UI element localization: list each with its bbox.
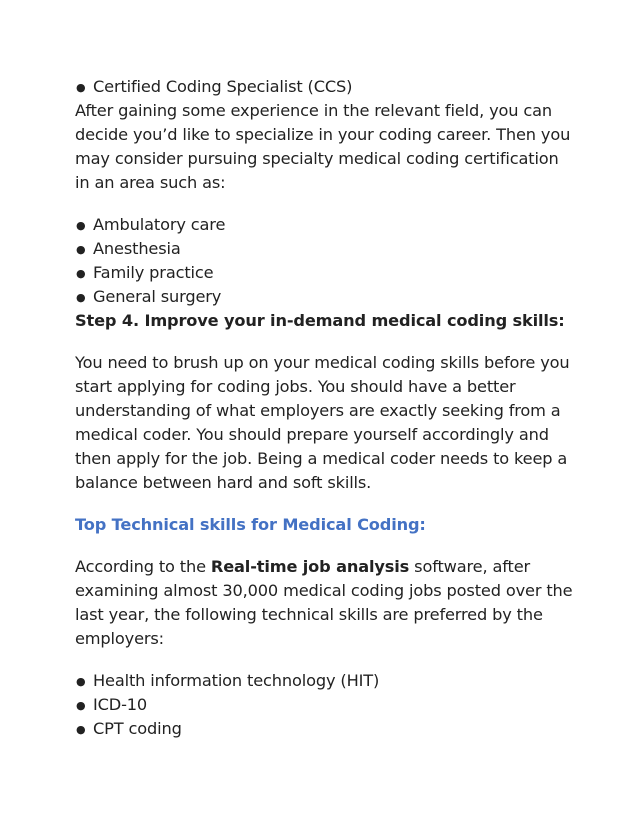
spacer <box>75 333 575 351</box>
list-item <box>75 285 575 309</box>
bullet-icon: ● <box>76 723 86 736</box>
bullet-icon: ● <box>76 81 86 94</box>
list-item <box>75 213 575 237</box>
list-item <box>75 237 575 261</box>
bullet-icon: ● <box>76 267 86 280</box>
paragraph-text-start: According to the <box>75 557 211 576</box>
bullet-icon: ● <box>76 291 86 304</box>
list-item <box>75 669 575 693</box>
list-item-text: Health information technology (HIT) <box>93 671 380 690</box>
list-item-text: Family practice <box>93 263 214 282</box>
list-item <box>75 261 575 285</box>
technical-skills-paragraph <box>75 555 575 651</box>
list-item <box>75 717 575 741</box>
technical-skills-heading: Top Technical skills for Medical Coding: <box>75 515 426 534</box>
list-item-text: Anesthesia <box>93 239 181 258</box>
list-item <box>75 75 575 99</box>
step4-paragraph: You need to brush up on your medical coding skills before you start applying for coding jobs. You should have a better understanding of what employers are exactly seeking from a medical coder. You should prepare yourself accordingly and then apply for the job. Being a medical coder needs to keep a balance between hard and soft skills. <box>75 353 570 492</box>
spacer <box>75 537 575 555</box>
document-page <box>75 75 575 741</box>
list-item-text: Ambulatory care <box>93 215 226 234</box>
list-item-text: ICD-10 <box>93 695 148 714</box>
paragraph-text-end: software, after examining almost 30,000 medical coding jobs posted over the last year, the following technical skills are preferred by the employers: <box>75 557 573 648</box>
list-item-text: General surgery <box>93 287 222 306</box>
bullet-icon: ● <box>76 675 86 688</box>
bullet-icon: ● <box>76 219 86 232</box>
spacer <box>75 495 575 513</box>
technical-skills-list <box>75 669 575 741</box>
bullet-icon: ● <box>76 243 86 256</box>
specialize-paragraph: After gaining some experience in the relevant field, you can decide you’d like to specialize in your coding career. Then you may consider pursuing specialty medical coding certification in an area such as: <box>75 101 571 192</box>
bullet-icon: ● <box>76 699 86 712</box>
specialty-list <box>75 213 575 309</box>
spacer <box>75 651 575 669</box>
list-item <box>75 693 575 717</box>
list-item-text: Certified Coding Specialist (CCS) <box>93 77 353 96</box>
spacer <box>75 195 575 213</box>
list-item-text: CPT coding <box>93 719 182 738</box>
real-time-job-analysis-emphasis: Real-time job analysis <box>210 557 410 576</box>
certification-list <box>75 75 575 99</box>
step4-heading: Step 4. Improve your in-demand medical coding skills: <box>75 311 565 330</box>
